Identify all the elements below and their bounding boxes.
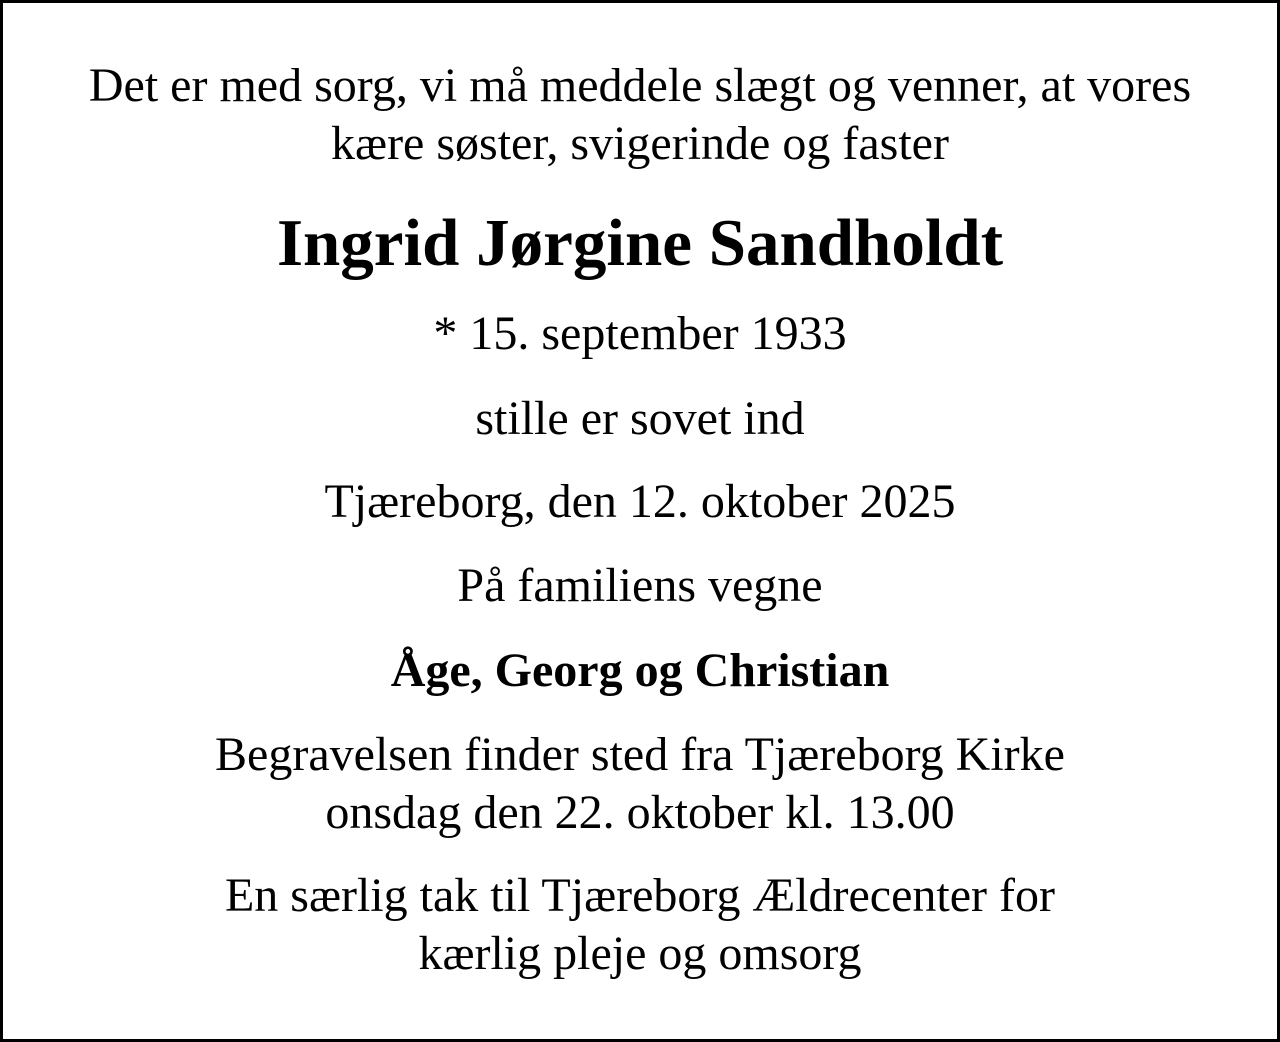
passed-away-text: stille er sovet ind: [475, 392, 805, 445]
deceased-name: Ingrid Jørgine Sandholdt: [276, 206, 1004, 280]
thanks-line-2: kærlig pleje og omsorg: [418, 927, 862, 980]
thanks-line-1: En særlig tak til Tjæreborg Ældrecenter for: [224, 869, 1056, 922]
on-behalf-text: På familiens vegne: [457, 559, 823, 612]
funeral-line-2: onsdag den 22. oktober kl. 13.00: [325, 786, 955, 839]
intro-line-1: Det er med sorg, vi må meddele slægt og venner, at vores: [88, 59, 1192, 112]
signers: Åge, Georg og Christian: [390, 644, 890, 697]
birth-date: * 15. september 1933: [433, 307, 847, 360]
intro-line-2: kære søster, svigerinde og faster: [331, 117, 949, 170]
place-and-date: Tjæreborg, den 12. oktober 2025: [324, 475, 956, 528]
funeral-line-1: Begravelsen finder sted fra Tjæreborg Kirke: [215, 728, 1065, 781]
